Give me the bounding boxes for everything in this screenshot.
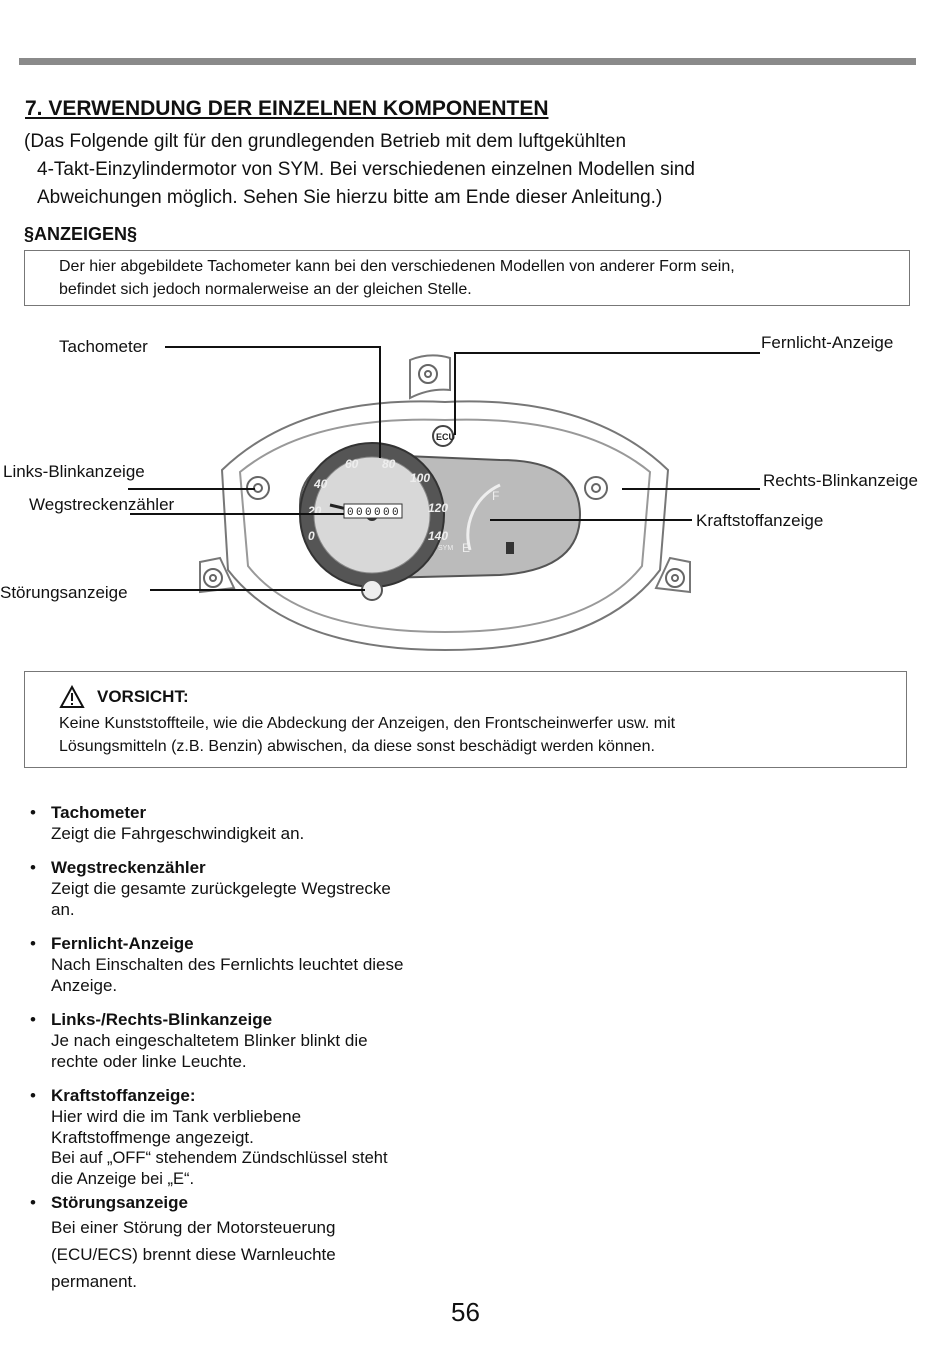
legend-desc: Bei einer Störung der Motorsteuerung xyxy=(51,1218,336,1237)
speed-mark: 100 xyxy=(410,471,431,485)
odometer-digit: 0 xyxy=(392,507,399,519)
page-number: 56 xyxy=(451,1297,480,1327)
label-fernlicht: Fernlicht-Anzeige xyxy=(761,333,894,352)
legend-desc: (ECU/ECS) brennt diese Warnleuchte xyxy=(51,1245,336,1264)
fuel-empty-mark: E xyxy=(462,541,471,555)
intro-paragraph xyxy=(24,128,695,212)
label-kraftstoffanzeige: Kraftstoffanzeige xyxy=(696,511,824,530)
speed-mark: 0 xyxy=(308,529,315,543)
legend-term: Fernlicht-Anzeige xyxy=(51,934,194,953)
intro-line: 4-Takt-Einzylindermotor von SYM. Bei verschiedenen einzelnen Modellen sind xyxy=(37,159,695,180)
legend-term: Wegstreckenzähler xyxy=(51,858,206,877)
brand-mark: SYM xyxy=(438,545,454,552)
legend-item xyxy=(30,933,470,996)
note-box xyxy=(24,250,910,306)
label-stoerungsanzeige: Störungsanzeige xyxy=(0,583,128,602)
legend-item xyxy=(30,857,470,920)
intro-line: (Das Folgende gilt für den grundlegenden Betrieb mit dem luftgekühlten xyxy=(24,131,627,152)
legend-term: Störungsanzeige xyxy=(51,1193,188,1212)
legend-item xyxy=(30,1085,470,1190)
odometer-digit: 0 xyxy=(365,507,372,519)
legend-desc: Anzeige. xyxy=(51,976,118,995)
caution-box xyxy=(24,671,907,768)
speed-mark: 40 xyxy=(314,477,328,491)
legend-term: Kraftstoffanzeige: xyxy=(51,1086,196,1105)
bullet-icon: • xyxy=(30,803,36,822)
legend-desc: Kraftstoffmenge angezeigt. xyxy=(51,1128,254,1147)
legend-desc: Je nach eingeschaltetem Blinker blinkt die xyxy=(51,1031,368,1050)
legend-desc: Nach Einschalten des Fernlichts leuchtet diese xyxy=(51,955,404,974)
bullet-icon: • xyxy=(30,934,36,953)
odometer-digit: 0 xyxy=(347,507,354,519)
legend-desc: Zeigt die gesamte zurückgelegte Wegstrecke xyxy=(51,879,391,898)
speed-mark: 80 xyxy=(382,457,396,471)
speed-mark: 120 xyxy=(428,501,449,515)
note-line: Der hier abgebildete Tachometer kann bei den verschiedenen Modellen von anderer Form sein, xyxy=(59,258,735,275)
indicator-legend xyxy=(30,802,470,1307)
legend-desc: permanent. xyxy=(51,1272,137,1291)
caution-line: Lösungsmitteln (z.B. Benzin) abwischen, da diese sonst beschädigt werden können. xyxy=(59,738,655,755)
caution-line: Keine Kunststoffteile, wie die Abdeckung der Anzeigen, den Frontscheinwerfer usw. mit xyxy=(59,715,676,732)
subsection-title: §ANZEIGEN§ xyxy=(24,224,138,244)
legend-term: Links-/Rechts-Blinkanzeige xyxy=(51,1010,273,1029)
instrument-cluster-diagram xyxy=(0,320,950,665)
bullet-icon: • xyxy=(30,858,36,877)
caution-title: VORSICHT: xyxy=(97,687,189,706)
legend-desc: rechte oder linke Leuchte. xyxy=(51,1052,247,1071)
legend-desc: Hier wird die im Tank verbliebene xyxy=(51,1107,302,1126)
speed-mark: 140 xyxy=(428,529,449,543)
label-links-blinkanzeige: Links-Blinkanzeige xyxy=(3,462,145,481)
legend-note: Bei auf „OFF“ stehendem Zündschlüssel steht xyxy=(51,1149,388,1167)
label-rechts-blinkanzeige: Rechts-Blinkanzeige xyxy=(763,471,918,490)
odometer-digit: 0 xyxy=(383,507,390,519)
odometer xyxy=(344,504,402,519)
speed-mark: 20 xyxy=(308,504,322,518)
legend-desc: Zeigt die Fahrgeschwindigkeit an. xyxy=(51,824,305,843)
fuel-full-mark: F xyxy=(492,489,500,503)
legend-note: die Anzeige bei „E“. xyxy=(51,1170,195,1188)
legend-item xyxy=(30,1192,470,1294)
caution-text xyxy=(59,712,906,758)
label-wegstreckenzaehler: Wegstreckenzähler xyxy=(29,495,175,514)
fuel-pump-icon xyxy=(506,542,514,554)
speed-mark: 60 xyxy=(345,457,359,471)
legend-term: Tachometer xyxy=(51,803,147,822)
legend-item xyxy=(30,1009,470,1072)
note-line: befindet sich jedoch normalerweise an der gleichen Stelle. xyxy=(59,281,472,298)
warning-triangle-icon xyxy=(59,685,85,709)
intro-line: Abweichungen möglich. Sehen Sie hierzu bitte am Ende dieser Anleitung.) xyxy=(37,187,663,208)
label-tachometer: Tachometer xyxy=(59,337,148,356)
bullet-icon: • xyxy=(30,1193,36,1212)
bullet-icon: • xyxy=(30,1086,36,1105)
bullet-icon: • xyxy=(30,1010,36,1029)
legend-item xyxy=(30,802,470,844)
legend-desc: an. xyxy=(51,900,75,919)
ecu-label: ECU xyxy=(436,432,456,442)
odometer-digit: 0 xyxy=(356,507,363,519)
odometer-digit: 0 xyxy=(374,507,381,519)
caution-header xyxy=(59,682,906,712)
top-rule xyxy=(19,58,916,65)
section-title: 7. VERWENDUNG DER EINZELNEN KOMPONENTEN xyxy=(25,97,549,120)
